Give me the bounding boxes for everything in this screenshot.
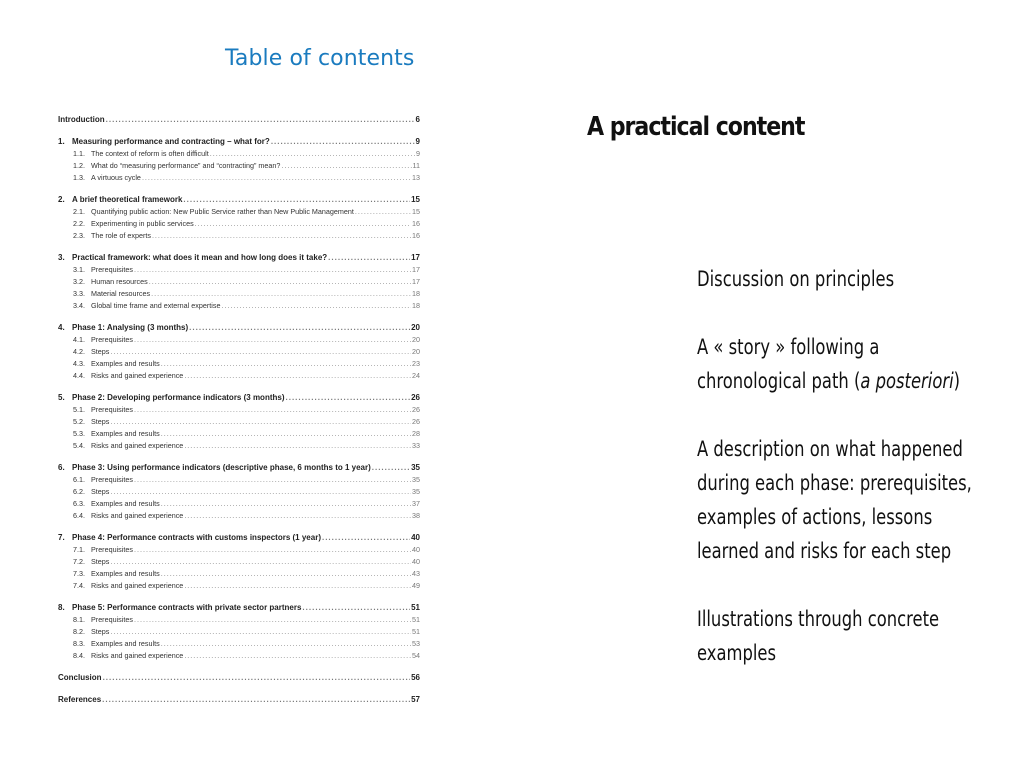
toc-page-number: 51 (411, 603, 420, 612)
toc-section-label (73, 334, 133, 346)
toc-page-number: 33 (412, 441, 420, 450)
dot-leader (161, 498, 411, 510)
toc-page-number: 35 (412, 475, 420, 484)
toc-section-label (73, 568, 160, 580)
toc-chapter-label (58, 252, 327, 264)
toc-page-number: 15 (412, 207, 420, 216)
toc-section-label (73, 614, 133, 626)
toc-section-label (73, 474, 133, 486)
toc-entry-label: References (58, 695, 102, 704)
toc-page-number: 23 (412, 359, 420, 368)
toc-section-row (58, 498, 420, 510)
toc-section-label (73, 404, 133, 416)
toc-section-number: 5.3. (73, 429, 85, 438)
toc-page-number: 18 (412, 289, 420, 298)
toc-section-number: 6.2. (73, 487, 85, 496)
toc-chapter-title: Measuring performance and contracting – what for? (72, 137, 270, 146)
toc-section-number: 7.1. (73, 545, 85, 554)
toc-page-number: 9 (416, 149, 420, 158)
toc-section-row (58, 440, 420, 452)
toc-section-label (73, 160, 280, 172)
dot-leader (152, 230, 411, 242)
toc-section-title: Steps (91, 627, 110, 636)
dot-leader (149, 276, 411, 288)
toc-section-label (73, 370, 183, 382)
toc-section-number: 2.3. (73, 231, 85, 240)
toc-chapter-row (58, 532, 420, 544)
dot-leader (161, 358, 411, 370)
toc-section-title: Prerequisites (91, 615, 133, 624)
dot-leader (110, 346, 411, 358)
toc-section-label (73, 218, 194, 230)
toc-section-title: Steps (91, 347, 110, 356)
toc-chapter-number: 5. (58, 393, 65, 402)
toc-page-number: 13 (412, 173, 420, 182)
dot-leader (355, 206, 411, 218)
toc-section-title: Global time frame and external expertise (91, 301, 221, 310)
point-story-close: ) (953, 369, 961, 393)
toc-section-label (73, 230, 151, 242)
toc-page-number: 9 (415, 137, 420, 146)
dot-leader (184, 650, 411, 662)
toc-section-row (58, 474, 420, 486)
toc-chapter-label (58, 194, 182, 206)
toc-section-number: 5.2. (73, 417, 85, 426)
toc-section-label (73, 264, 133, 276)
toc-section-number: 3.3. (73, 289, 85, 298)
toc-section-title: Risks and gained experience (91, 441, 184, 450)
toc-section-row (58, 614, 420, 626)
toc-section-label (73, 650, 183, 662)
toc-section-title: Prerequisites (91, 545, 133, 554)
dot-leader (151, 288, 411, 300)
toc-page-number: 20 (411, 323, 420, 332)
toc-section-title: Steps (91, 417, 110, 426)
toc-section-title: Steps (91, 487, 110, 496)
toc-page-number: 6 (415, 115, 420, 124)
toc-section-title: The context of reform is often difficult (91, 149, 209, 158)
slide-heading: A practical content (587, 112, 805, 142)
toc-page-number: 28 (412, 429, 420, 438)
toc-conclusion-row (58, 672, 420, 684)
toc-chapter-label (58, 392, 285, 404)
dot-leader (210, 148, 415, 160)
toc-section-number: 1.2. (73, 161, 85, 170)
toc-section-label (73, 440, 183, 452)
dot-leader (184, 370, 411, 382)
toc-section-number: 7.4. (73, 581, 85, 590)
toc-page-number: 38 (412, 511, 420, 520)
toc-section-row (58, 288, 420, 300)
toc-section-label (73, 148, 209, 160)
toc-section-label (73, 288, 150, 300)
toc-section-title: Prerequisites (91, 335, 133, 344)
dot-leader (281, 160, 411, 172)
toc-section-row (58, 300, 420, 312)
point-story-text: A « story » following a chronological path ( (697, 335, 880, 393)
point-principles: Discussion on principles (697, 267, 895, 291)
toc-page-number: 56 (411, 673, 420, 682)
toc-page-number: 26 (411, 393, 420, 402)
toc-section-title: Risks and gained experience (91, 511, 184, 520)
toc-section-row (58, 160, 420, 172)
toc-section-title: Prerequisites (91, 265, 133, 274)
toc-section-label (73, 498, 160, 510)
dot-leader (102, 694, 410, 706)
toc-section-row (58, 358, 420, 370)
toc-section-title: Examples and results (91, 639, 160, 648)
toc-section-title: Examples and results (91, 499, 160, 508)
toc-section-label (73, 580, 183, 592)
toc-intro-row (58, 114, 420, 126)
toc-section-title: Steps (91, 557, 110, 566)
dot-leader (184, 440, 411, 452)
toc-section-number: 6.3. (73, 499, 85, 508)
toc-section-row (58, 346, 420, 358)
point-story-italic: a posteriori (860, 369, 954, 393)
dot-leader (161, 428, 411, 440)
toc-section-row (58, 370, 420, 382)
toc-section-title: Experimenting in public services (91, 219, 194, 228)
toc-section-label (73, 544, 133, 556)
toc-chapter-title: Practical framework: what does it mean and how long does it take? (72, 253, 328, 262)
point-story (697, 330, 993, 398)
toc-section-number: 3.2. (73, 277, 85, 286)
dot-leader (189, 322, 410, 334)
toc-chapter-title: A brief theoretical framework (72, 195, 183, 204)
dot-leader (134, 614, 411, 626)
toc-entry-label: Introduction (58, 115, 105, 124)
dot-leader (221, 300, 411, 312)
toc-section-row (58, 334, 420, 346)
toc-page-number: 40 (412, 545, 420, 554)
toc-page-number: 35 (412, 487, 420, 496)
toc-section-label (73, 556, 109, 568)
toc-section-number: 5.1. (73, 405, 85, 414)
toc-page-number: 51 (412, 627, 420, 636)
toc-page-number: 43 (412, 569, 420, 578)
toc-chapter-row (58, 194, 420, 206)
toc-section-number: 1.1. (73, 149, 85, 158)
dot-leader (134, 404, 411, 416)
dot-leader (134, 264, 411, 276)
toc-chapter-label (58, 462, 371, 474)
toc-section-label (73, 638, 160, 650)
toc-chapter-title: Phase 3: Using performance indicators (descriptive phase, 6 months to 1 year) (72, 463, 371, 472)
toc-section-number: 4.2. (73, 347, 85, 356)
dot-leader (286, 392, 411, 404)
toc-entry-label: Conclusion (58, 673, 102, 682)
toc-section-number: 8.1. (73, 615, 85, 624)
toc-page-number: 17 (412, 265, 420, 274)
toc-page-number: 20 (412, 335, 420, 344)
dot-leader (110, 486, 411, 498)
toc-chapter-number: 7. (58, 533, 65, 542)
toc-section-number: 8.4. (73, 651, 85, 660)
toc-section-label (73, 486, 109, 498)
dot-leader (110, 626, 411, 638)
toc-section-number: 3.1. (73, 265, 85, 274)
toc-section-number: 5.4. (73, 441, 85, 450)
toc-chapter-row (58, 136, 420, 148)
toc-chapter-title: Phase 2: Developing performance indicators (3 months) (72, 393, 285, 402)
toc-section-title: Examples and results (91, 569, 160, 578)
toc-page-number: 40 (412, 557, 420, 566)
toc-section-row (58, 486, 420, 498)
dot-leader (110, 416, 411, 428)
toc-page-number: 35 (411, 463, 420, 472)
toc-section-row (58, 580, 420, 592)
toc-section-number: 3.4. (73, 301, 85, 310)
toc-chapter-number: 6. (58, 463, 65, 472)
toc-page-number: 54 (412, 651, 420, 660)
toc-chapter-label (58, 532, 321, 544)
toc-chapter-row (58, 602, 420, 614)
dot-leader (142, 172, 411, 184)
toc-section-row (58, 148, 420, 160)
toc-section-number: 7.2. (73, 557, 85, 566)
toc-section-title: Examples and results (91, 429, 160, 438)
dot-leader (195, 218, 411, 230)
dot-leader (161, 568, 411, 580)
toc-section-row (58, 556, 420, 568)
toc-chapter-title: Phase 5: Performance contracts with private sector partners (72, 603, 302, 612)
toc-section-label (73, 428, 160, 440)
toc-section-row (58, 626, 420, 638)
toc-section-row (58, 218, 420, 230)
toc-section-title: A virtuous cycle (91, 173, 141, 182)
toc-section-number: 8.2. (73, 627, 85, 636)
toc-section-label (73, 416, 109, 428)
point-illustrations: Illustrations through concrete examples (697, 607, 940, 665)
dot-leader (161, 638, 411, 650)
toc-chapter-title: Phase 1: Analysing (3 months) (72, 323, 189, 332)
dot-leader (134, 474, 411, 486)
toc-section-number: 7.3. (73, 569, 85, 578)
toc-section-row (58, 638, 420, 650)
toc-section-number: 4.1. (73, 335, 85, 344)
dot-leader (372, 462, 410, 474)
dot-leader (103, 672, 411, 684)
dot-leader (184, 510, 411, 522)
toc-section-title: Risks and gained experience (91, 371, 184, 380)
table-of-contents (58, 114, 420, 706)
toc-section-row (58, 404, 420, 416)
toc-chapter-title: Phase 4: Performance contracts with customs inspectors (1 year) (72, 533, 321, 542)
toc-chapter-number: 3. (58, 253, 65, 262)
dot-leader (271, 136, 415, 148)
dot-leader (134, 334, 411, 346)
toc-page-number: 18 (412, 301, 420, 310)
dot-leader (302, 602, 410, 614)
toc-section-number: 2.2. (73, 219, 85, 228)
dot-leader (110, 556, 411, 568)
toc-section-label (73, 346, 109, 358)
toc-section-number: 4.3. (73, 359, 85, 368)
toc-section-title: Prerequisites (91, 475, 133, 484)
toc-section-row (58, 568, 420, 580)
toc-chapter-number: 2. (58, 195, 65, 204)
toc-section-label (73, 300, 220, 312)
toc-section-title: Examples and results (91, 359, 160, 368)
toc-page-number: 16 (412, 231, 420, 240)
toc-chapter-row (58, 392, 420, 404)
toc-page-number: 49 (412, 581, 420, 590)
toc-page-number: 26 (412, 417, 420, 426)
toc-section-title: The role of experts (91, 231, 151, 240)
toc-chapter-number: 1. (58, 137, 65, 146)
toc-page-number: 16 (412, 219, 420, 228)
toc-section-title: Prerequisites (91, 405, 133, 414)
toc-page-number: 51 (412, 615, 420, 624)
toc-chapter-row (58, 462, 420, 474)
toc-section-number: 6.1. (73, 475, 85, 484)
toc-page-number: 26 (412, 405, 420, 414)
toc-page-number: 40 (411, 533, 420, 542)
dot-leader (322, 532, 410, 544)
toc-section-label (73, 276, 148, 288)
toc-page-number: 15 (411, 195, 420, 204)
toc-section-title: Risks and gained experience (91, 581, 184, 590)
toc-page-number: 11 (412, 161, 420, 170)
toc-chapters (58, 136, 420, 662)
toc-section-row (58, 416, 420, 428)
toc-page-number: 20 (412, 347, 420, 356)
dot-leader (106, 114, 415, 126)
toc-page-number: 24 (412, 371, 420, 380)
toc-section-row (58, 428, 420, 440)
toc-section-number: 2.1. (73, 207, 85, 216)
toc-chapter-number: 8. (58, 603, 65, 612)
point-description: A description on what happened during each phase: prerequisites, examples of actions, lessons learned and risks for each step (697, 437, 972, 563)
toc-section-title: What do “measuring performance” and “contracting” mean? (91, 161, 281, 170)
toc-section-row (58, 230, 420, 242)
toc-page-number: 37 (412, 499, 420, 508)
toc-section-number: 1.3. (73, 173, 85, 182)
toc-references-row (58, 694, 420, 706)
toc-section-row (58, 510, 420, 522)
toc-section-row (58, 276, 420, 288)
toc-chapter-row (58, 322, 420, 334)
toc-section-title: Quantifying public action: New Public Service rather than New Public Management (91, 207, 354, 216)
toc-section-row (58, 650, 420, 662)
toc-section-row (58, 264, 420, 276)
toc-section-row (58, 206, 420, 218)
toc-page-number: 57 (411, 695, 420, 704)
toc-page-number: 53 (412, 639, 420, 648)
dot-leader (134, 544, 411, 556)
toc-section-label (73, 206, 354, 218)
toc-chapter-label (58, 136, 270, 148)
toc-section-row (58, 544, 420, 556)
dot-leader (183, 194, 410, 206)
toc-section-label (73, 626, 109, 638)
toc-section-label (73, 172, 141, 184)
dot-leader (184, 580, 411, 592)
toc-section-number: 6.4. (73, 511, 85, 520)
slide-description (697, 262, 993, 704)
toc-title: Table of contents (225, 46, 415, 71)
dot-leader (328, 252, 410, 264)
toc-section-number: 4.4. (73, 371, 85, 380)
toc-section-label (73, 510, 183, 522)
toc-section-row (58, 172, 420, 184)
toc-page-number: 17 (411, 253, 420, 262)
toc-page-number: 17 (412, 277, 420, 286)
toc-section-number: 8.3. (73, 639, 85, 648)
toc-chapter-label (58, 602, 301, 614)
toc-section-title: Material resources (91, 289, 151, 298)
toc-chapter-number: 4. (58, 323, 65, 332)
toc-section-title: Human resources (91, 277, 148, 286)
toc-section-label (73, 358, 160, 370)
toc-chapter-row (58, 252, 420, 264)
toc-chapter-label (58, 322, 188, 334)
toc-section-title: Risks and gained experience (91, 651, 184, 660)
